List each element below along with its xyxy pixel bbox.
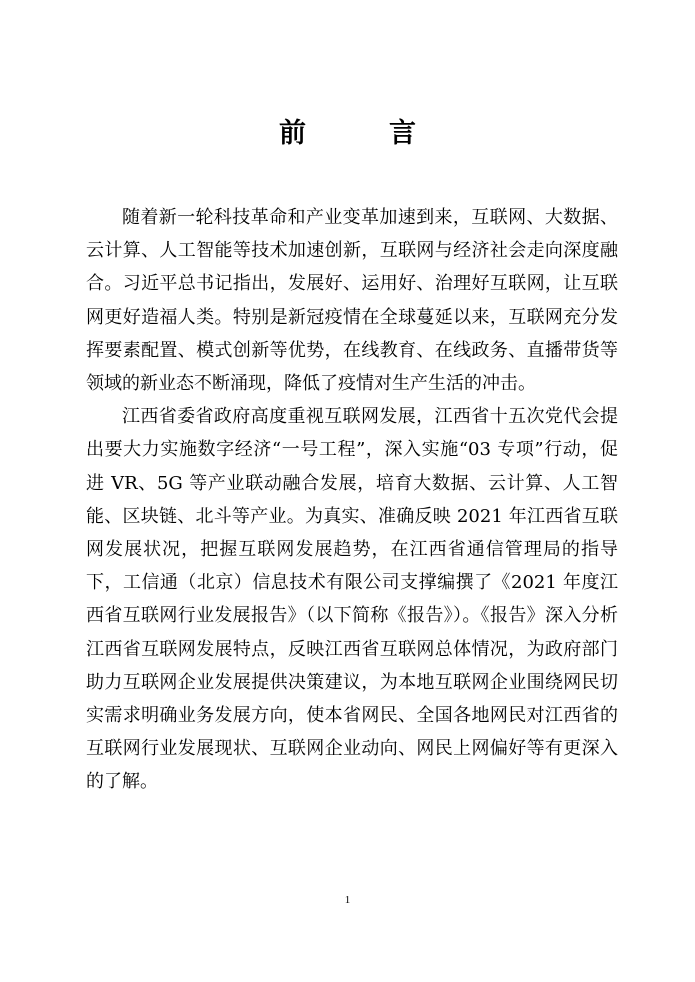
page-number: 1 [344, 894, 351, 906]
paragraph-1: 随着新一轮科技革命和产业变革加速到来，互联网、大数据、云计算、人工智能等技术加速创新，互联网与经济社会走向深度融合。习近平总书记指出，发展好、运用好、治理好互联网，让互联网更好造福人类。特别是新冠疫情在全球蔓延以来，互联网充分发挥要素配置、模式创新等优势，在线教育、在线政务、直播带货等领域的新业态不断涌现，降低了疫情对生产生活的冲击。 [86, 207, 618, 395]
paragraph-2: 江西省委省政府高度重视互联网发展，江西省十五次党代会提出要大力实施数字经济“一号工程”，深入实施“03 专项”行动，促进 VR、5G 等产业联动融合发展，培育大数据、云计算、人工智能、区块链、北斗等产业。为真实、准确反映 2021 年江西省互联网发展状况，把握互联网发展趋势，在江西省通信管理局的指导下，工信通（北京）信息技术有限公司支撑编撰了《2021 年度江西省互联网行业发展报告》（以下简称《报告》）。《报告》深入分析江西省互联网发展特点，反映江西省互联网总体情况，为政府部门助力互联网企业发展提供决策建议，为本地互联网企业围绕网民切实需求明确业务发展方向，使本省网民、全国各地网民对江西省的互联网行业发展现状、互联网企业动向、网民上网偏好等有更深入的了解。 [86, 406, 618, 793]
body-text [86, 201, 618, 799]
page-title: 前 言 [279, 118, 444, 149]
